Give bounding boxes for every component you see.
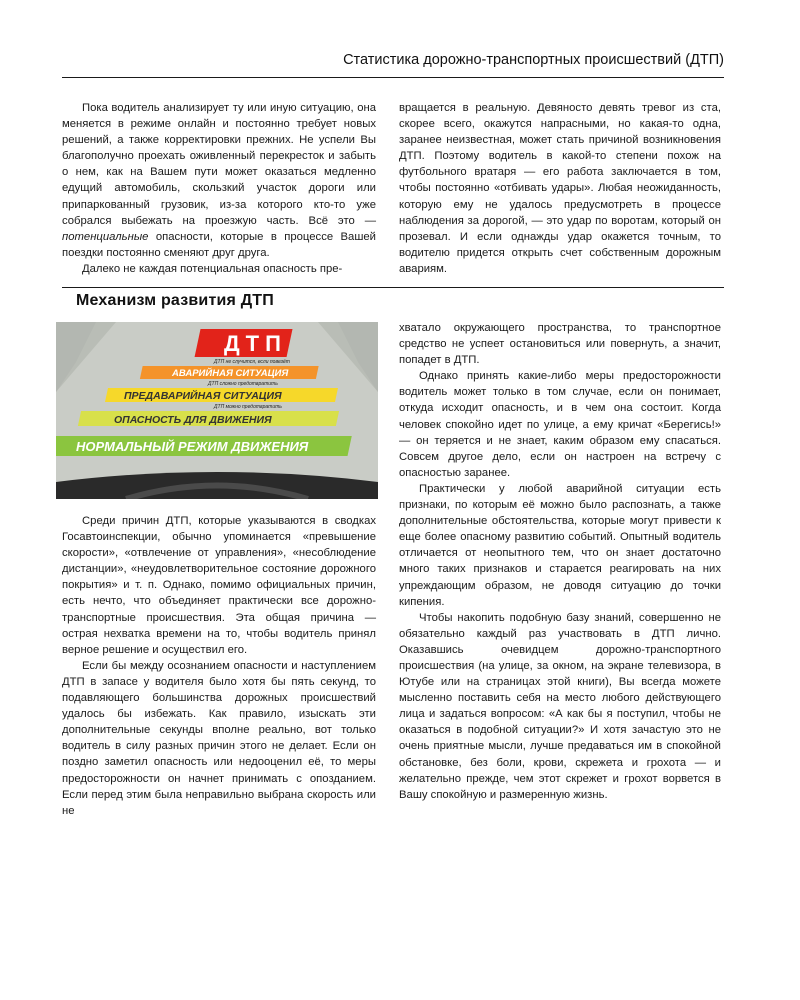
section-rule	[62, 287, 724, 288]
accident-mechanism-figure	[56, 322, 378, 499]
top-right-column	[399, 100, 721, 277]
level-label-normal: НОРМАЛЬНЫЙ РЕЖИМ ДВИЖЕНИЯ	[76, 439, 309, 454]
italic-text: потенциальные	[62, 230, 149, 243]
header-rule	[62, 77, 724, 78]
note-possible: ДТП можно предотвратить	[214, 404, 282, 410]
paragraph: Чтобы накопить подобную базу знаний, совершенно не обязательно каждый раз участвовать в ДТП лично. Оказавшись очевидцем дорожно-транспортного происшествия (на улице, за окном, на экране телевизора, в Ютубе или на страницах этой книги), Вы всегда можете мысленно поставить себя на место любого действующего лица и задаться вопросом: «А как бы я поступил, чтобы не оказаться в подобной ситуации?» И хотя зачастую это не очень приятные мысли, лучше предаваться им в спокойной обстановке, без боли, крови, скрежета и грохота — и желательно прежде, чем этот скрежет и грохот ворвется в Вашу спокойную и размеренную жизнь.	[399, 611, 721, 801]
bottom-right-column	[399, 320, 721, 803]
section-title: Механизм развития ДТП	[76, 292, 274, 309]
level-label-accident: АВАРИЙНАЯ СИТУАЦИЯ	[172, 368, 289, 379]
paragraph: Среди причин ДТП, которые указываются в сводках Госавтоинспекции, обычно упоминается «превышение скорости», «отвлечение от управления», «несоблюдение дистанции», «неудовлетворительное состояние дорожного покрытия» и т. п. Однако, помимо официальных причин, есть нечто, что объединяет практически все дорожно-транспортные происшествия. Эта общая причина — острая нехватка времени на то, чтобы водитель принял верное решение и осуществил его.	[62, 515, 376, 656]
text-run: Пока водитель анализирует ту или иную ситуацию, она меняется в режиме онлайн и постоянно требует новых решений, а также корректировки прежних. Не успели Вы благополучно проехать оживленный перекресток и забыть о нем, как на Вашем пути может оказаться медленно едущий автомобиль, скользкий участок дороги или припаркованный грузовик, из-за которого кто-то уже собрался выбежать на проезжую часть. Всё это —	[62, 102, 376, 227]
paragraph: Однако принять какие-либо меры предосторожности водитель может только в том случае, если он понимает, откуда исходит опасность, и в чем она состоит. Когда человек спокойно идет по улице, а ему кричат «Берегись!» — он теряется и не знает, каким образом ему спасаться. Совсем другое дело, если он настроен на встречу с опасностью заранее.	[399, 370, 721, 479]
paragraph: вращается в реальную. Девяносто девять тревог из ста, скорее всего, окажутся напрасными, но какая-то одна, заранее неизвестная, может стать причиной возникновения ДТП. Поэтому водитель в какой-то степени похож на футбольного вратаря — его работа заключается в том, чтобы постоянно «отбивать удары». Любая неожиданность, которую ему не удалось предусмотреть в процессе наблюдения за дорогой, — это удар по воротам, который он прозевал. И если однажды удар окажется точным, то водителю придется открыть счет собственным дорожным авариям.	[399, 102, 721, 275]
paragraph: Если бы между осознанием опасности и наступлением ДТП в запасе у водителя было хотя бы пять секунд, то подавляющего большинства дорожных происшествий удалось бы избежать. Как правило, изыскать эти дополнительные секунды вполне реально, вот только водитель в силу разных причин этого не делает. Если он поздно заметил опасность или недооценил её, то меры предосторожности он начнет принимать с опозданием. Если перед этим была неправильно выбрана скорость или не	[62, 659, 376, 817]
paragraph	[62, 261, 376, 277]
text-run: опасности, которые в процессе Вашей поездки постоянно сменяют друг друга.	[62, 230, 376, 259]
text-run: Далеко не каждая потенциальная опасность пре-	[82, 262, 343, 275]
top-left-column	[62, 100, 376, 277]
note-lucky: ДТП не случится, если повезёт	[214, 359, 290, 365]
level-label-preaccident: ПРЕДАВАРИЙНАЯ СИТУАЦИЯ	[124, 390, 282, 402]
paragraph: хватало окружающего пространства, то транспортное средство не успеет остановиться или повернуть, а значит, попадет в ДТП.	[399, 322, 721, 367]
accident-pyramid-illustration	[56, 322, 378, 499]
bottom-left-column	[62, 513, 376, 819]
paragraph	[62, 100, 376, 261]
note-hard: ДТП сложно предотвратить	[208, 381, 278, 387]
paragraph: Практически у любой аварийной ситуации есть признаки, по которым её можно было распознать, а также дополнительные обстоятельства, которые могут привести к еще более опасному развитию событий. Опытный водитель отличается от неопытного тем, что он знает достаточно много таких признаков и старается реагировать на них упреждающим образом, не доводя ситуацию до точки кипения.	[399, 482, 721, 608]
dtp-top-label: ДТП	[224, 331, 287, 356]
running-head-title: Статистика дорожно-транспортных происшествий (ДТП)	[343, 52, 724, 68]
level-label-danger: ОПАСНОСТЬ ДЛЯ ДВИЖЕНИЯ	[114, 414, 272, 426]
